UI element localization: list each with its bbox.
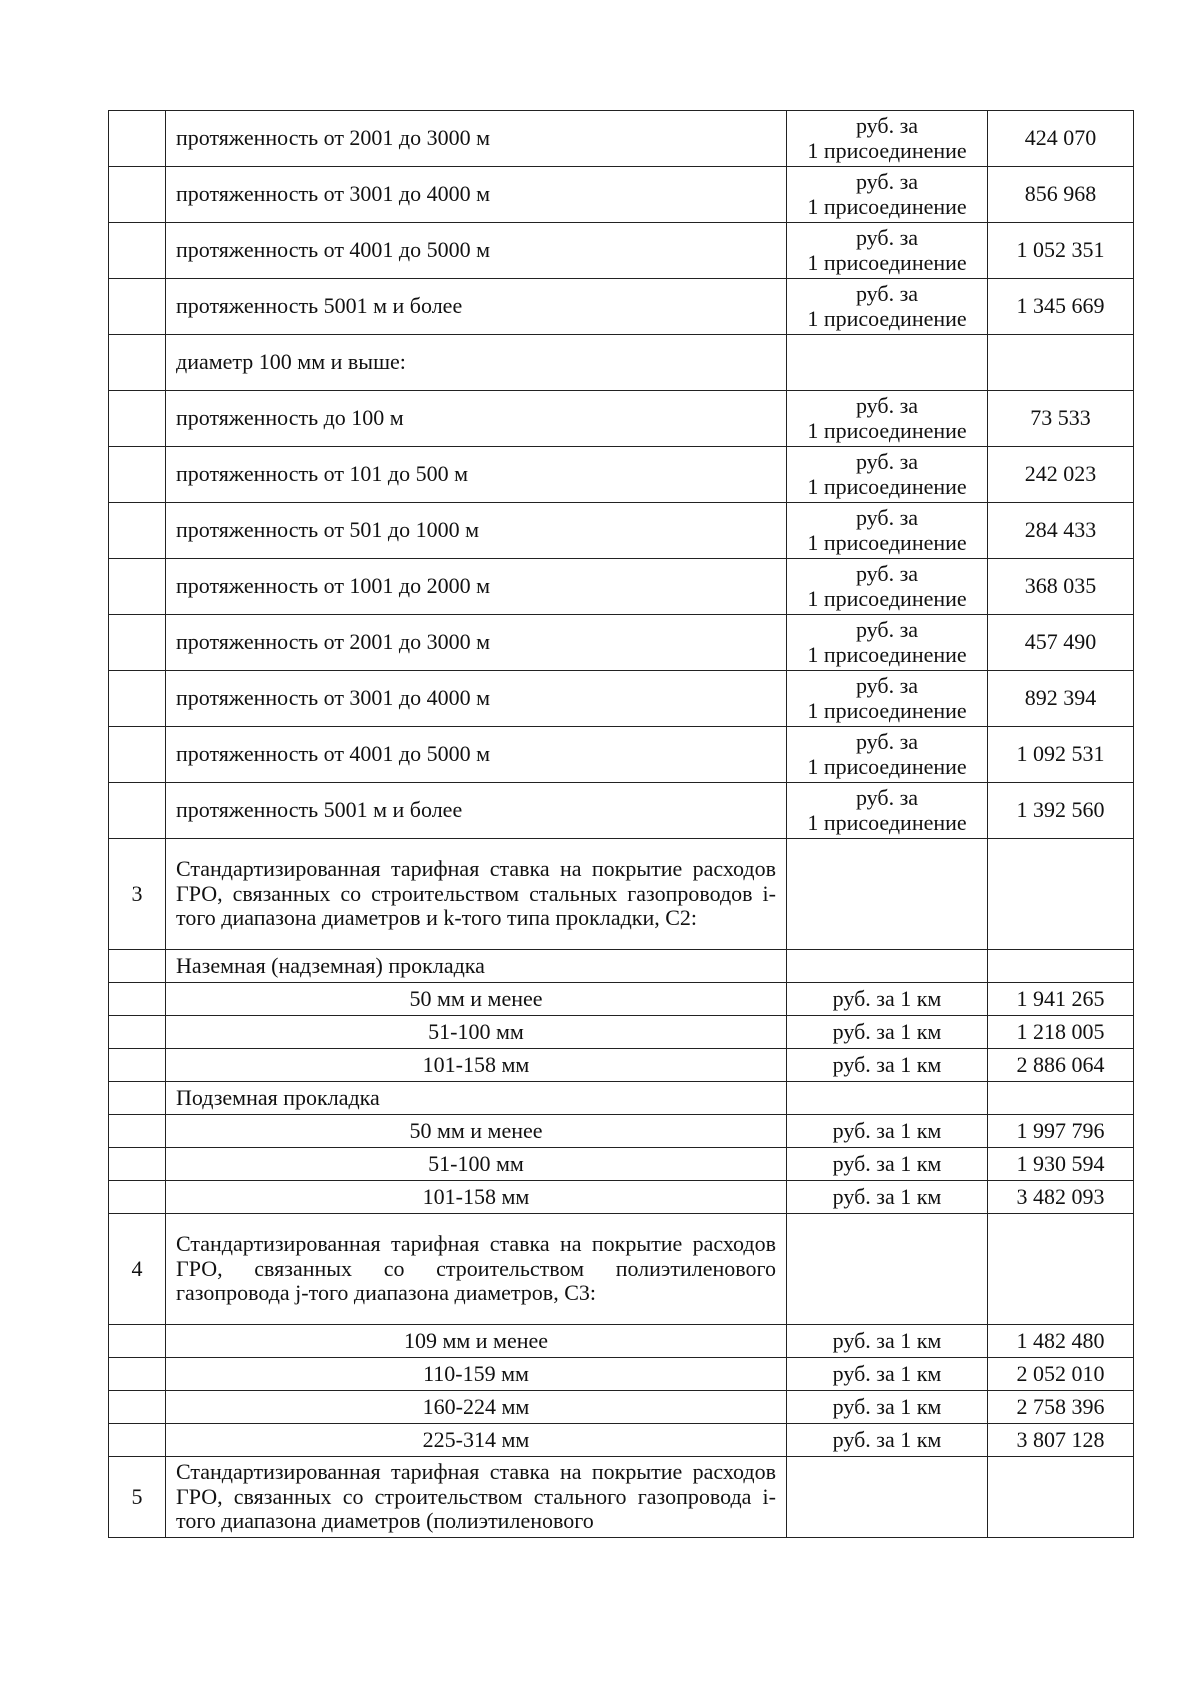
row-unit: руб. за 1 присоединение: [787, 111, 988, 167]
row-value: 892 394: [988, 671, 1134, 727]
row-value: 856 968: [988, 167, 1134, 223]
table-row: [109, 1016, 1134, 1049]
row-unit: руб. за 1 км: [787, 1049, 988, 1082]
table-row: [109, 983, 1134, 1016]
row-description: 160-224 мм: [166, 1391, 787, 1424]
row-number: [109, 503, 166, 559]
section-description: Стандартизированная тарифная ставка на покрытие расходов ГРО, связанных со строительством стальных газопроводов i-того диапазона диаметров и k-того типа прокладки, С2:: [166, 839, 787, 950]
row-description: протяженность от 3001 до 4000 м: [166, 167, 787, 223]
row-unit: руб. за 1 присоединение: [787, 671, 988, 727]
section-number: 4: [109, 1214, 166, 1325]
section-number: 5: [109, 1457, 166, 1538]
row-value: 1 218 005: [988, 1016, 1134, 1049]
row-value: 1 482 480: [988, 1325, 1134, 1358]
row-description: 51-100 мм: [166, 1016, 787, 1049]
row-number: [109, 727, 166, 783]
row-unit: руб. за 1 км: [787, 1358, 988, 1391]
row-description: протяженность до 100 м: [166, 391, 787, 447]
table-row: [109, 447, 1134, 503]
table-row: [109, 1358, 1134, 1391]
row-value: 2 052 010: [988, 1358, 1134, 1391]
subsection-row: [109, 950, 1134, 983]
row-number: [109, 447, 166, 503]
table-row: [109, 279, 1134, 335]
row-description: протяженность от 3001 до 4000 м: [166, 671, 787, 727]
table-row: [109, 783, 1134, 839]
row-number: [109, 335, 166, 391]
row-unit: руб. за 1 присоединение: [787, 559, 988, 615]
subsection-label: Наземная (надземная) прокладка: [166, 950, 787, 983]
row-description: 225-314 мм: [166, 1424, 787, 1457]
row-number: [109, 279, 166, 335]
row-number: [109, 615, 166, 671]
row-unit: [787, 335, 988, 391]
row-unit: руб. за 1 присоединение: [787, 391, 988, 447]
row-unit: руб. за 1 км: [787, 1148, 988, 1181]
row-value: 424 070: [988, 111, 1134, 167]
table-row: [109, 559, 1134, 615]
table-row: [109, 391, 1134, 447]
row-description: 101-158 мм: [166, 1181, 787, 1214]
tariff-table: [108, 110, 1134, 1538]
row-unit: руб. за 1 присоединение: [787, 447, 988, 503]
table-row: [109, 615, 1134, 671]
table-row: [109, 727, 1134, 783]
row-value: [988, 335, 1134, 391]
row-description: протяженность от 101 до 500 м: [166, 447, 787, 503]
table-row: [109, 1115, 1134, 1148]
section-3-header-row: [109, 839, 1134, 950]
row-number: [109, 111, 166, 167]
row-value: 2 886 064: [988, 1049, 1134, 1082]
row-unit: руб. за 1 км: [787, 1181, 988, 1214]
table-row: [109, 1181, 1134, 1214]
row-value: 73 533: [988, 391, 1134, 447]
table-row: [109, 1424, 1134, 1457]
table-row: [109, 167, 1134, 223]
row-description: протяженность от 501 до 1000 м: [166, 503, 787, 559]
row-number: [109, 223, 166, 279]
section-5-header-row: [109, 1457, 1134, 1538]
row-unit: руб. за 1 км: [787, 1016, 988, 1049]
row-value: 3 482 093: [988, 1181, 1134, 1214]
row-description: протяженность от 4001 до 5000 м: [166, 727, 787, 783]
row-description: 110-159 мм: [166, 1358, 787, 1391]
row-number: [109, 391, 166, 447]
row-value: [988, 839, 1134, 950]
row-description: протяженность 5001 м и более: [166, 279, 787, 335]
row-number: [109, 167, 166, 223]
row-unit: руб. за 1 присоединение: [787, 615, 988, 671]
row-description: 50 мм и менее: [166, 983, 787, 1016]
row-value: 3 807 128: [988, 1424, 1134, 1457]
row-unit: [787, 839, 988, 950]
row-value: 284 433: [988, 503, 1134, 559]
row-description: 50 мм и менее: [166, 1115, 787, 1148]
table-row: [109, 1325, 1134, 1358]
row-description: протяженность от 2001 до 3000 м: [166, 615, 787, 671]
table-row: [109, 335, 1134, 391]
row-number: [109, 671, 166, 727]
row-unit: руб. за 1 км: [787, 1325, 988, 1358]
table-row: [109, 1391, 1134, 1424]
row-description: протяженность 5001 м и более: [166, 783, 787, 839]
row-description: протяженность от 1001 до 2000 м: [166, 559, 787, 615]
row-unit: руб. за 1 км: [787, 1391, 988, 1424]
row-value: 457 490: [988, 615, 1134, 671]
subsection-row: [109, 1082, 1134, 1115]
section-description: Стандартизированная тарифная ставка на покрытие расходов ГРО, связанных со строительством полиэтиленового газопровода j-того диапазона диаметров, С3:: [166, 1214, 787, 1325]
row-unit: руб. за 1 присоединение: [787, 167, 988, 223]
row-number: [109, 783, 166, 839]
row-value: 1 941 265: [988, 983, 1134, 1016]
row-unit: руб. за 1 присоединение: [787, 783, 988, 839]
row-unit: руб. за 1 присоединение: [787, 223, 988, 279]
table-row: [109, 1148, 1134, 1181]
row-unit: руб. за 1 км: [787, 983, 988, 1016]
section-description: Стандартизированная тарифная ставка на покрытие расходов ГРО, связанных со строительством стального газопровода i-того диапазона диаметров (полиэтиленового: [166, 1457, 787, 1538]
table-row: [109, 503, 1134, 559]
table-row: [109, 671, 1134, 727]
row-description: протяженность от 2001 до 3000 м: [166, 111, 787, 167]
row-description: 51-100 мм: [166, 1148, 787, 1181]
row-unit: руб. за 1 присоединение: [787, 503, 988, 559]
row-value: 1 997 796: [988, 1115, 1134, 1148]
row-value: 2 758 396: [988, 1391, 1134, 1424]
row-value: 368 035: [988, 559, 1134, 615]
row-number: [109, 559, 166, 615]
row-unit: руб. за 1 км: [787, 1424, 988, 1457]
row-description: 101-158 мм: [166, 1049, 787, 1082]
row-unit: руб. за 1 присоединение: [787, 727, 988, 783]
subsection-label: Подземная прокладка: [166, 1082, 787, 1115]
row-value: 1 092 531: [988, 727, 1134, 783]
row-description: протяженность от 4001 до 5000 м: [166, 223, 787, 279]
row-value: 1 052 351: [988, 223, 1134, 279]
row-value: 1 345 669: [988, 279, 1134, 335]
section-number: 3: [109, 839, 166, 950]
row-value: 242 023: [988, 447, 1134, 503]
row-value: 1 392 560: [988, 783, 1134, 839]
table-row: [109, 223, 1134, 279]
row-value: 1 930 594: [988, 1148, 1134, 1181]
row-description: 109 мм и менее: [166, 1325, 787, 1358]
row-description: диаметр 100 мм и выше:: [166, 335, 787, 391]
row-unit: руб. за 1 присоединение: [787, 279, 988, 335]
row-unit: руб. за 1 км: [787, 1115, 988, 1148]
table-row: [109, 111, 1134, 167]
table-row: [109, 1049, 1134, 1082]
section-4-header-row: [109, 1214, 1134, 1325]
